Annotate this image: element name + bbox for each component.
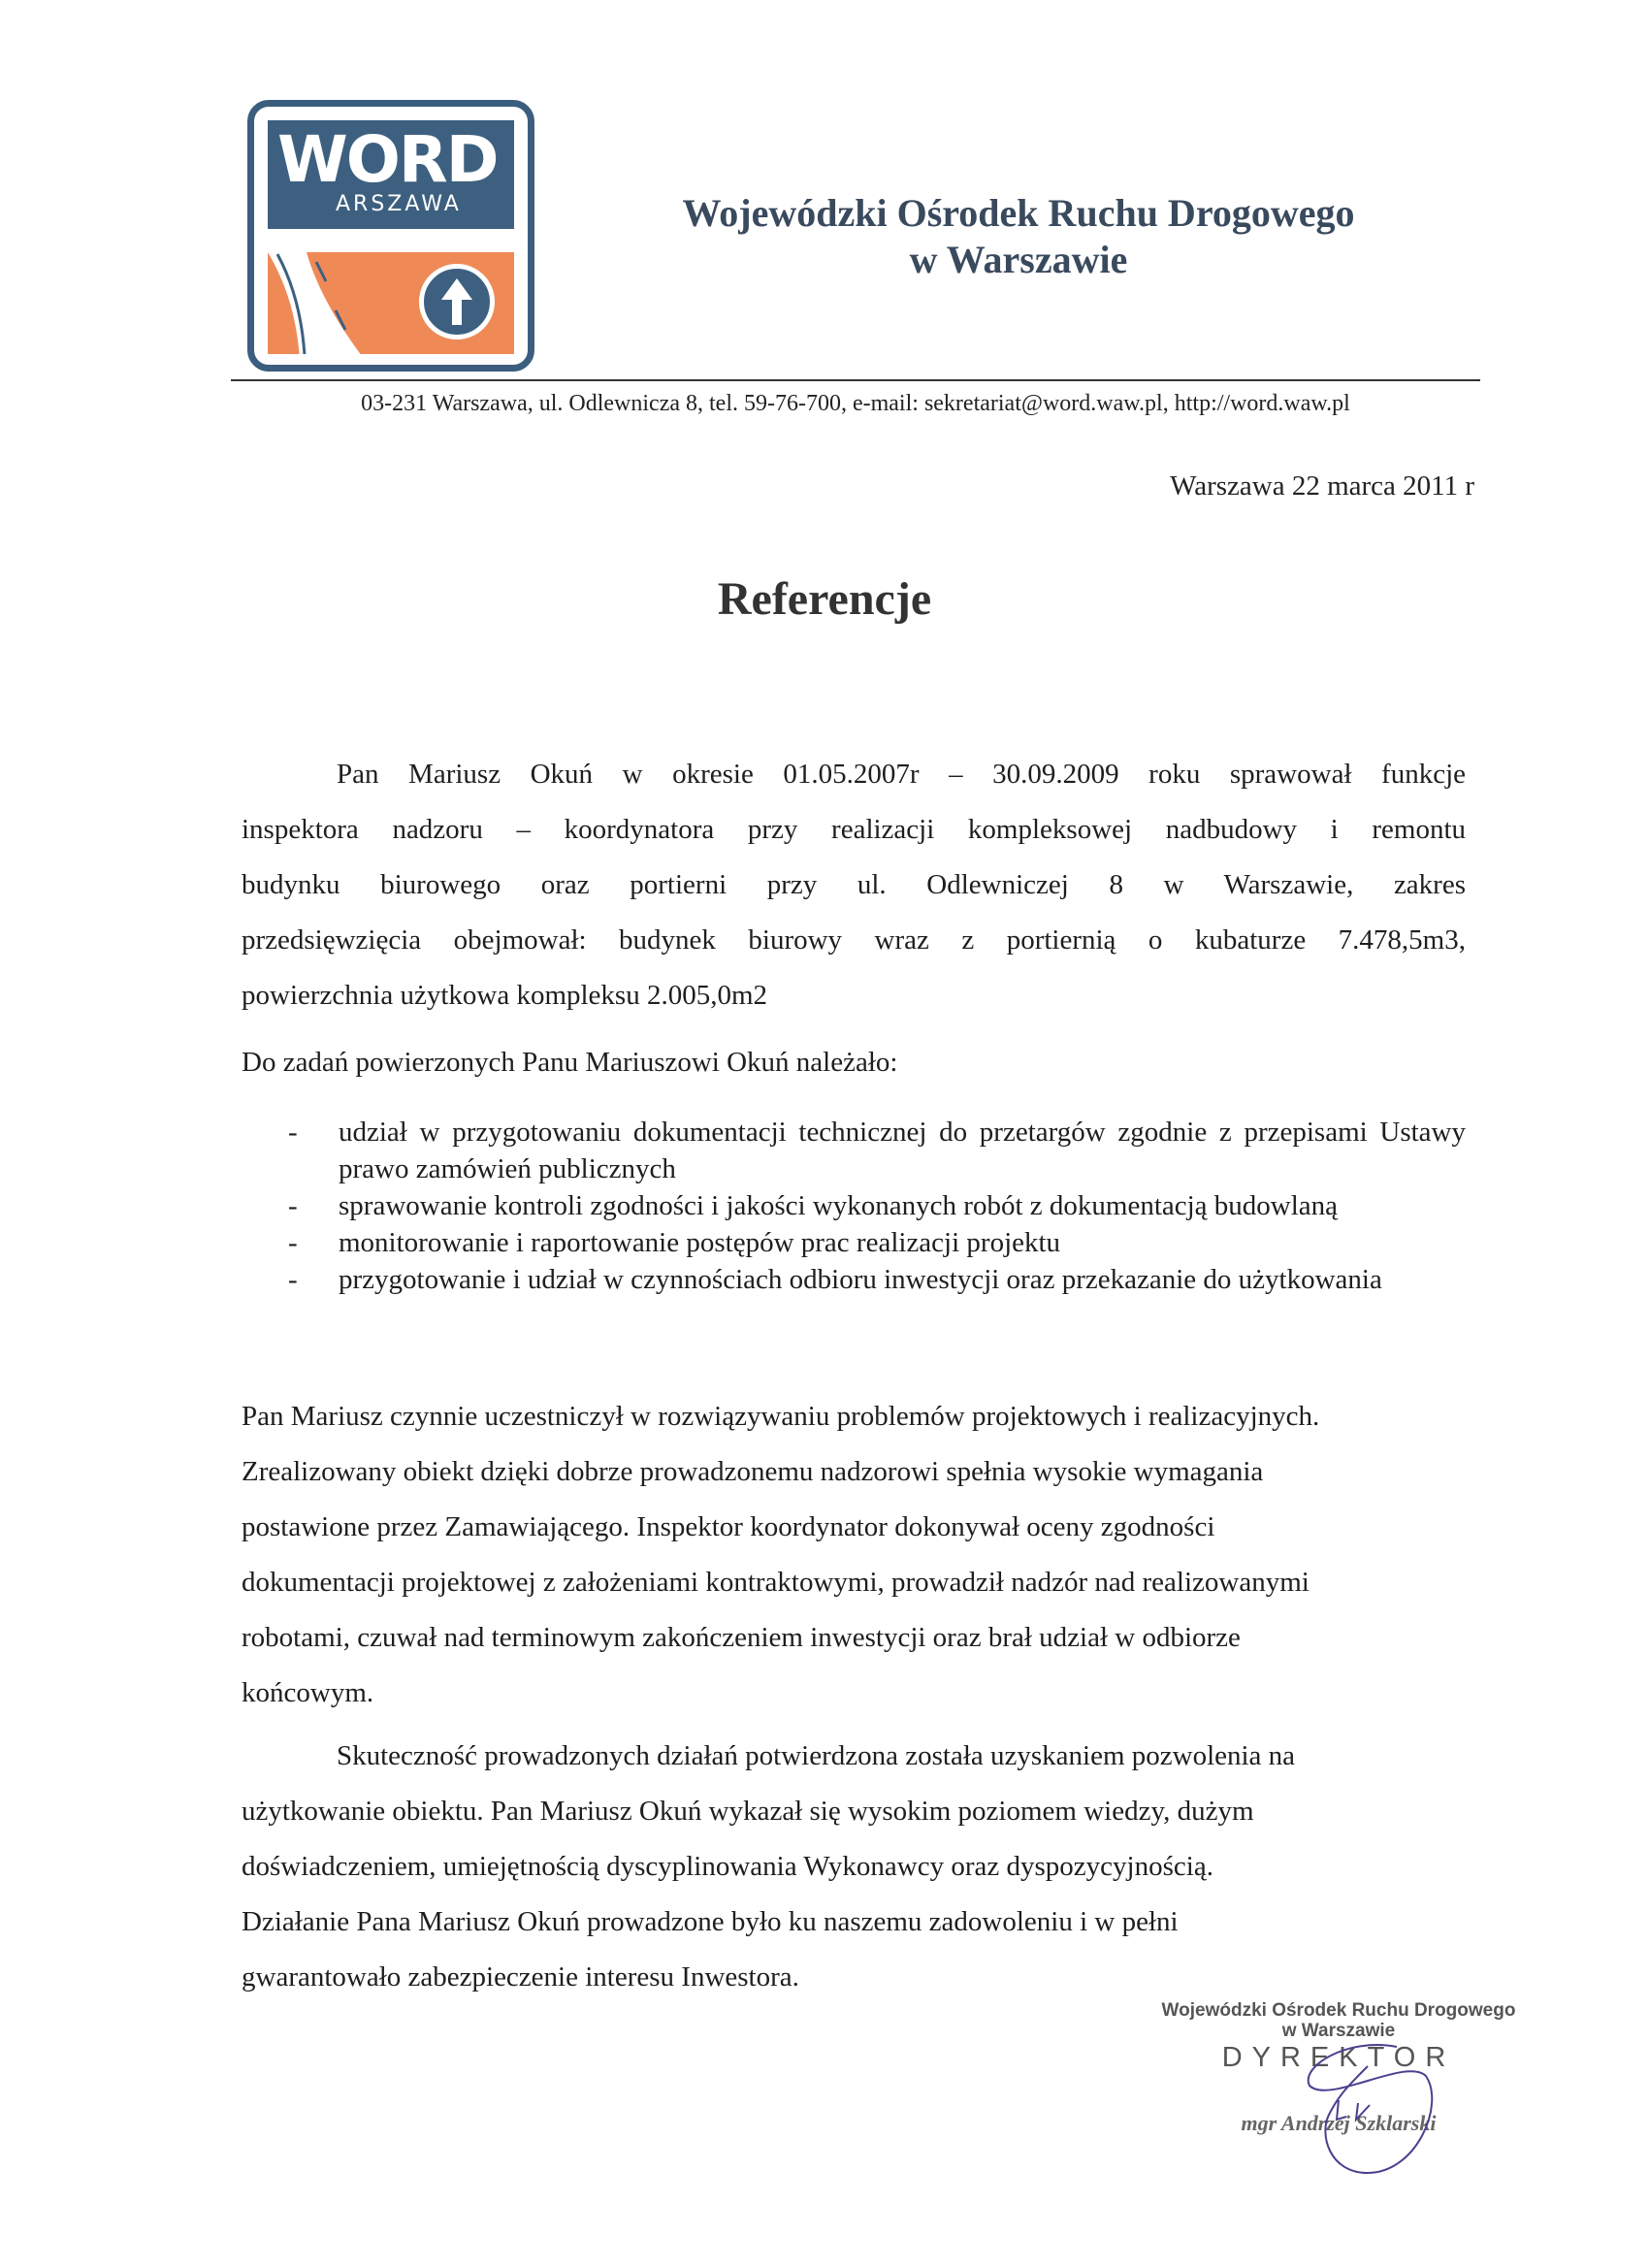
text-line: postawione przez Zamawiającego. Inspektor koordynator dokonywał oceny zgodności xyxy=(242,1511,1215,1542)
logo-city-text: ARSZAWA xyxy=(336,192,462,216)
stamp-city: w Warszawie xyxy=(1281,2021,1396,2041)
text-line: inspektora nadzoru – koordynatora przy realizacji kompleksowej nadbudowy i remontu xyxy=(242,814,1466,845)
list-item xyxy=(288,1224,1466,1261)
logo-blue-panel xyxy=(268,120,514,229)
text-line: Skuteczność prowadzonych działań potwierdzona została uzyskaniem pozwolenia na xyxy=(337,1740,1296,1771)
stamp-signatory-name: mgr Andrzej Szklarski xyxy=(1241,2111,1437,2135)
handwritten-signature-icon xyxy=(1290,2027,1445,2183)
paragraph-performance xyxy=(242,1389,1466,1721)
text-line: przedsięwzięcia obejmował: budynek biurowy wraz z portiernią o kubaturze 7.478,5m3, xyxy=(242,924,1466,956)
dash-bullet: - xyxy=(288,1264,298,1295)
letter-title: Referencje xyxy=(717,573,932,625)
header-divider xyxy=(231,379,1480,381)
paragraph-conclusion xyxy=(242,1729,1466,2005)
text-line: użytkowanie obiektu. Pan Mariusz Okuń wykazał się wysokim poziomem wiedzy, dużym xyxy=(242,1796,1254,1827)
list-item-text: monitorowanie i raportowanie postępów prac realizacji projektu xyxy=(339,1227,1061,1258)
organization-name-line1: Wojewódzki Ośrodek Ruchu Drogowego xyxy=(682,191,1355,235)
text-line: robotami, czuwał nad terminowym zakończeniem inwestycji oraz brał udział w odbiorze xyxy=(242,1622,1241,1653)
organization-name-line2: w Warszawie xyxy=(909,238,1128,281)
list-item-text: udział w przygotowaniu dokumentacji technicznej do przetargów zgodnie z przepisami Ustawy prawo zamówień publicznych xyxy=(339,1117,1466,1184)
text-line: Zrealizowany obiekt dzięki dobrze prowadzonemu nadzorowi spełnia wysokie wymagania xyxy=(242,1456,1264,1487)
stamp-role: DYREKTOR xyxy=(1221,2042,1456,2073)
text-line: dokumentacji projektowej z założeniami kontraktowymi, prowadził nadzór nad realizowanymi xyxy=(242,1567,1310,1598)
paragraph-intro xyxy=(242,747,1466,1023)
duties-intro: Do zadań powierzonych Panu Mariuszowi Okuń należało: xyxy=(242,1047,898,1078)
text-line: końcowym. xyxy=(242,1677,374,1708)
list-item xyxy=(288,1261,1466,1298)
arrow-up-road-sign-icon xyxy=(419,264,495,340)
text-line: gwarantowało zabezpieczenie interesu Inwestora. xyxy=(242,1961,799,1993)
dash-bullet: - xyxy=(288,1190,298,1221)
text-line: Działanie Pana Mariusz Okuń prowadzone było ku naszemu zadowoleniu i w pełni xyxy=(242,1906,1179,1937)
organization-name xyxy=(582,190,1455,283)
logo-word-text: WORD xyxy=(277,122,498,197)
list-item xyxy=(288,1114,1466,1187)
dash-bullet: - xyxy=(288,1117,298,1148)
text-line: powierzchnia użytkowa kompleksu 2.005,0m2 xyxy=(242,980,768,1011)
text-line: doświadczeniem, umiejętnością dyscyplinowania Wykonawcy oraz dyspozycyjnością. xyxy=(242,1851,1213,1882)
text-line: Pan Mariusz Okuń w okresie 01.05.2007r – 30.09.2009 roku sprawował funkcje xyxy=(337,759,1466,790)
list-item xyxy=(288,1187,1466,1224)
letter-date: Warszawa 22 marca 2011 r xyxy=(1170,470,1474,502)
contact-address: 03-231 Warszawa, ul. Odlewnicza 8, tel. 59-76-700, e-mail: sekretariat@word.waw.pl, http://word.waw.pl xyxy=(361,391,1350,416)
word-warszawa-logo xyxy=(247,100,534,372)
list-item-text: sprawowanie kontroli zgodności i jakości wykonanych robót z dokumentacją budowlaną xyxy=(339,1190,1339,1221)
list-item-text: przygotowanie i udział w czynnościach odbioru inwestycji oraz przekazanie do użytkowania xyxy=(339,1264,1382,1295)
stamp-organization: Wojewódzki Ośrodek Ruchu Drogowego xyxy=(1161,2000,1516,2021)
text-line: Pan Mariusz czynnie uczestniczył w rozwiązywaniu problemów projektowych i realizacyjnych. xyxy=(242,1401,1320,1432)
logo-orange-panel xyxy=(268,252,514,354)
dash-bullet: - xyxy=(288,1227,298,1258)
duties-list xyxy=(288,1114,1466,1298)
text-line: budynku biurowego oraz portierni przy ul. Odlewniczej 8 w Warszawie, zakres xyxy=(242,869,1466,900)
